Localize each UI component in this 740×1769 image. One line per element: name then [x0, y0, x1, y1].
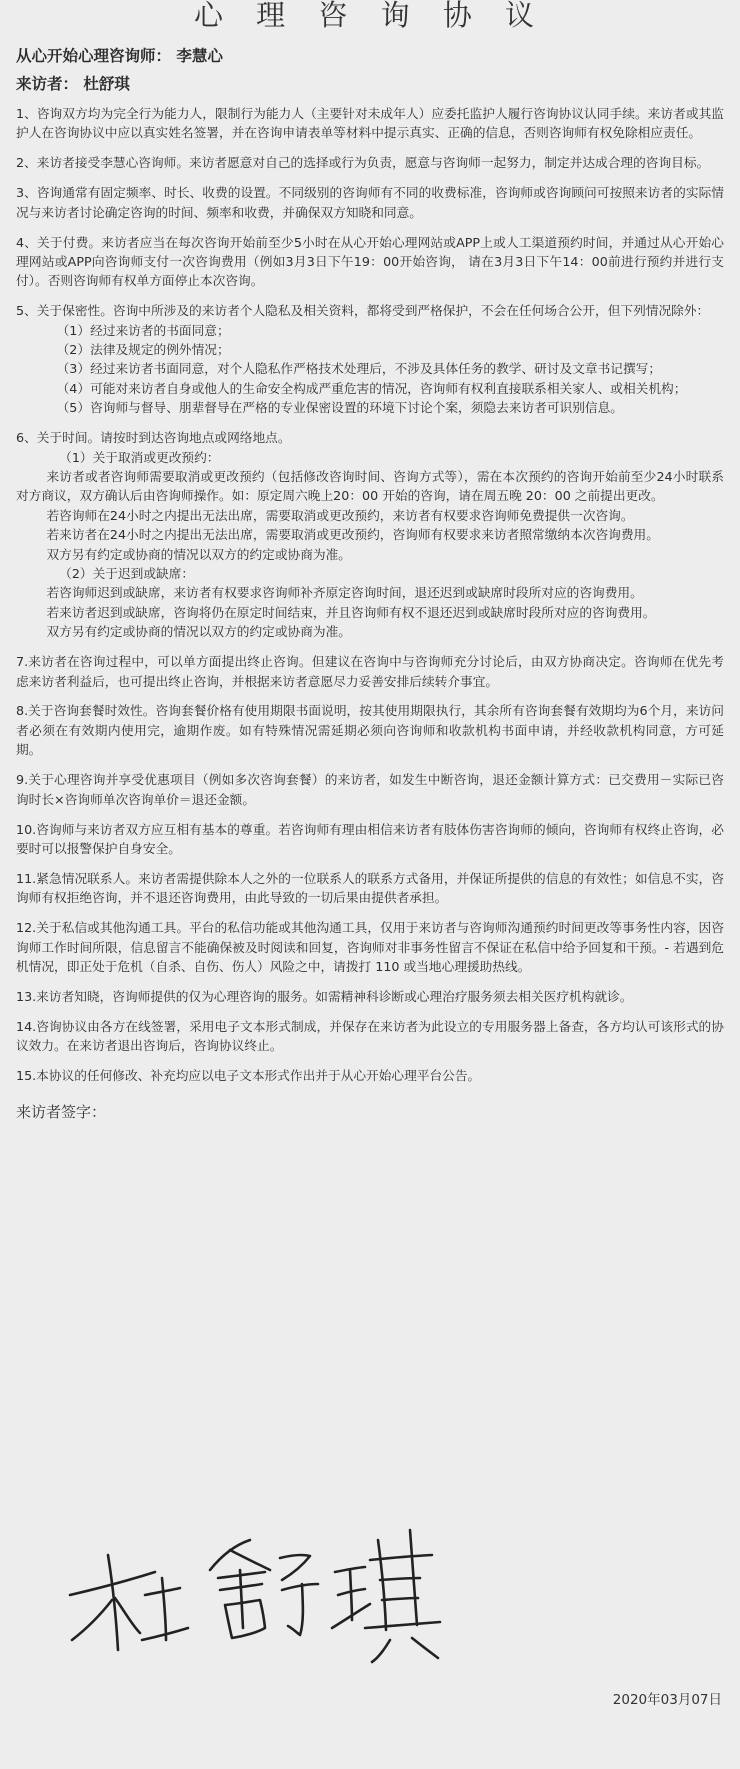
- clause-section: 1、咨询双方均为完全行为能力人，限制行为能力人（主要针对未成年人）应委托监护人履行咨询协议认同手续。来访者或其监护人在咨询协议中应以真实姓名签署，并在咨询申请表单等材料中提示真实、正确的信息，否则咨询师有权免除相应责任。: [16, 106, 724, 141]
- clause-section: 6、关于时间。请按时到达咨询地点或网络地点。: [16, 430, 291, 446]
- clause-section: 5、关于保密性。咨询中所涉及的来访者个人隐私及相关资料，都将受到严格保护，不会在任何场合公开，但下列情况除外：: [16, 303, 710, 319]
- clause-item: （2）关于迟到或缺席：: [59, 566, 195, 582]
- clause-item: （3）经过来访者书面同意，对个人隐私作严格技术处理后，不涉及具体任务的教学、研讨及文章书记撰写；: [56, 361, 662, 377]
- document-title: 心 理 咨 询 协 议: [193, 0, 547, 32]
- clause-item: （1）经过来访者的书面同意；: [56, 322, 230, 338]
- clause-section: 14.咨询协议由各方在线签署，采用电子文本形式制成，并保存在来访者为此设立的专用服务器上备查，各方均认可该形式的协议效力。在来访者退出咨询后，咨询协议终止。: [16, 1018, 724, 1054]
- clause-item: 若咨询师迟到或缺席，来访者有权要求咨询师补齐原定咨询时间，退还迟到或缺席时段所对应的咨询费用。: [46, 585, 643, 601]
- clause-item: 来访者或者咨询师需要取消或更改预约（包括修改咨询时间、咨询方式等），需在本次预约的咨询开始前至少24小时联系对方商议，双方确认后由咨询师操作。如：原定周六晚上20：00 开始的咨询，请在周五晚 20：00 之前提出更改。: [16, 469, 724, 504]
- clause-section: 15.本协议的任何修改、补充均应以电子文本形式作出并于从心开始心理平台公告。: [16, 1068, 481, 1084]
- clause-item: 若来访者迟到或缺席，咨询将仍在原定时间结束，并且咨询师有权不退还迟到或缺席时段所对应的咨询费用。: [46, 604, 656, 620]
- clause-item: （2）法律及规定的例外情况；: [56, 342, 230, 358]
- clause-section: 9.关于心理咨询并享受优惠项目（例如多次咨询套餐）的来访者，如发生中断咨询，退还金额计算方式：已交费用－实际已咨询时长×咨询师单次咨询单价＝退还金额。: [16, 772, 724, 807]
- signature-date: 2020年03月07日: [612, 1692, 722, 1708]
- clause-item: （1）关于取消或更改预约：: [59, 449, 220, 465]
- clause-section: 10.咨询师与来访者双方应互相有基本的尊重。若咨询师有理由相信来访者有肢体伤害咨询师的倾向，咨询师有权终止咨询，必要时可以报警保护自身安全。: [16, 821, 724, 856]
- counselor-line: 从心开始心理咨询师： 李慧心: [16, 47, 223, 65]
- clause-item: 若咨询师在24小时之内提出无法出席，需要取消或更改预约，来访者有权要求咨询师免费提供一次咨询。: [46, 507, 634, 523]
- signature-label: 来访者签字：: [16, 1103, 107, 1122]
- clause-section: 3、咨询通常有固定频率、时长、收费的设置。不同级别的咨询师有不同的收费标准，咨询师或咨询顾问可按照来访者的实际情况与来访者讨论确定咨询的时间、频率和收费，并确保双方知晓和同意。: [16, 185, 724, 220]
- clause-section: 12.关于私信或其他沟通工具。平台的私信功能或其他沟通工具，仅用于来访者与咨询师沟通预约时间更改等事务性内容，因咨询师工作时间所限，信息留言不能确保被及时阅读和回复，咨询师对非事务性留言不保证在私信中给予回复和干预。- 若遇到危机情况，即正处于危机（自杀、自伤、伤人）风险之中，请拨打 110 或当地心理援助热线。: [16, 920, 724, 974]
- clause-section: 13.来访者知晓，咨询师提供的仅为心理咨询的服务。如需精神科诊断或心理治疗服务须去相关医疗机构就诊。: [16, 988, 633, 1004]
- clause-item: （5）咨询师与督导、朋辈督导在严格的专业保密设置的环境下讨论个案，须隐去来访者可识别信息。: [56, 400, 623, 416]
- clause-section: 11.紧急情况联系人。来访者需提供除本人之外的一位联系人的联系方式备用，并保证所提供的信息的有效性；如信息不实，咨询师有权拒绝咨询，并不退还咨询费用，由此导致的一切后果由提供者承担。: [16, 870, 724, 906]
- clause-item: （4）可能对来访者自身或他人的生命安全构成严重危害的情况，咨询师有权利直接联系相关家人、或相关机构；: [56, 380, 687, 396]
- clause-list: [16, 104, 724, 1085]
- clause-item: 双方另有约定或协商的情况以双方的约定或协商为准。: [46, 546, 351, 562]
- clause-item: 双方另有约定或协商的情况以双方的约定或协商为准。: [46, 624, 351, 640]
- visitor-line: 来访者： 杜舒琪: [16, 75, 130, 93]
- handwritten-signature: [60, 1500, 480, 1670]
- clause-section: 7.来访者在咨询过程中，可以单方面提出终止咨询。但建议在咨询中与咨询师充分讨论后，由双方协商决定。咨询师在优先考虑来访者利益后，也可提出终止咨询，并根据来访者意愿尽力妥善安排后续转介事宜。: [16, 654, 724, 689]
- clause-item: 若来访者在24小时之内提出无法出席，需要取消或更改预约，咨询师有权要求来访者照常缴纳本次咨询费用。: [46, 527, 659, 543]
- clause-section: 2、来访者接受李慧心咨询师。来访者愿意对自己的选择或行为负责，愿意与咨询师一起努力，制定并达成合理的咨询目标。: [16, 155, 710, 171]
- signature-drawing: [60, 1500, 480, 1670]
- clause-section: 4、关于付费。来访者应当在每次咨询开始前至少5小时在从心开始心理网站或APP上或人工渠道预约时间，并通过从心开始心理网站或APP向咨询师支付一次咨询费用（例如3月3日下午19：00开始咨询， 请在3月3日下午14：00前进行预约并进行支付）。否则咨询师有权单方面停止本次咨询。: [16, 234, 724, 289]
- clause-section: 8.关于咨询套餐时效性。咨询套餐价格有使用期限书面说明，按其使用期限执行，其余所有咨询套餐有效期均为6个月，来访问者必须在有效期内使用完，逾期作废。如有特殊情况需延期必须向咨询师和收款机构书面申请，并经收款机构同意，方可延期。: [16, 703, 724, 758]
